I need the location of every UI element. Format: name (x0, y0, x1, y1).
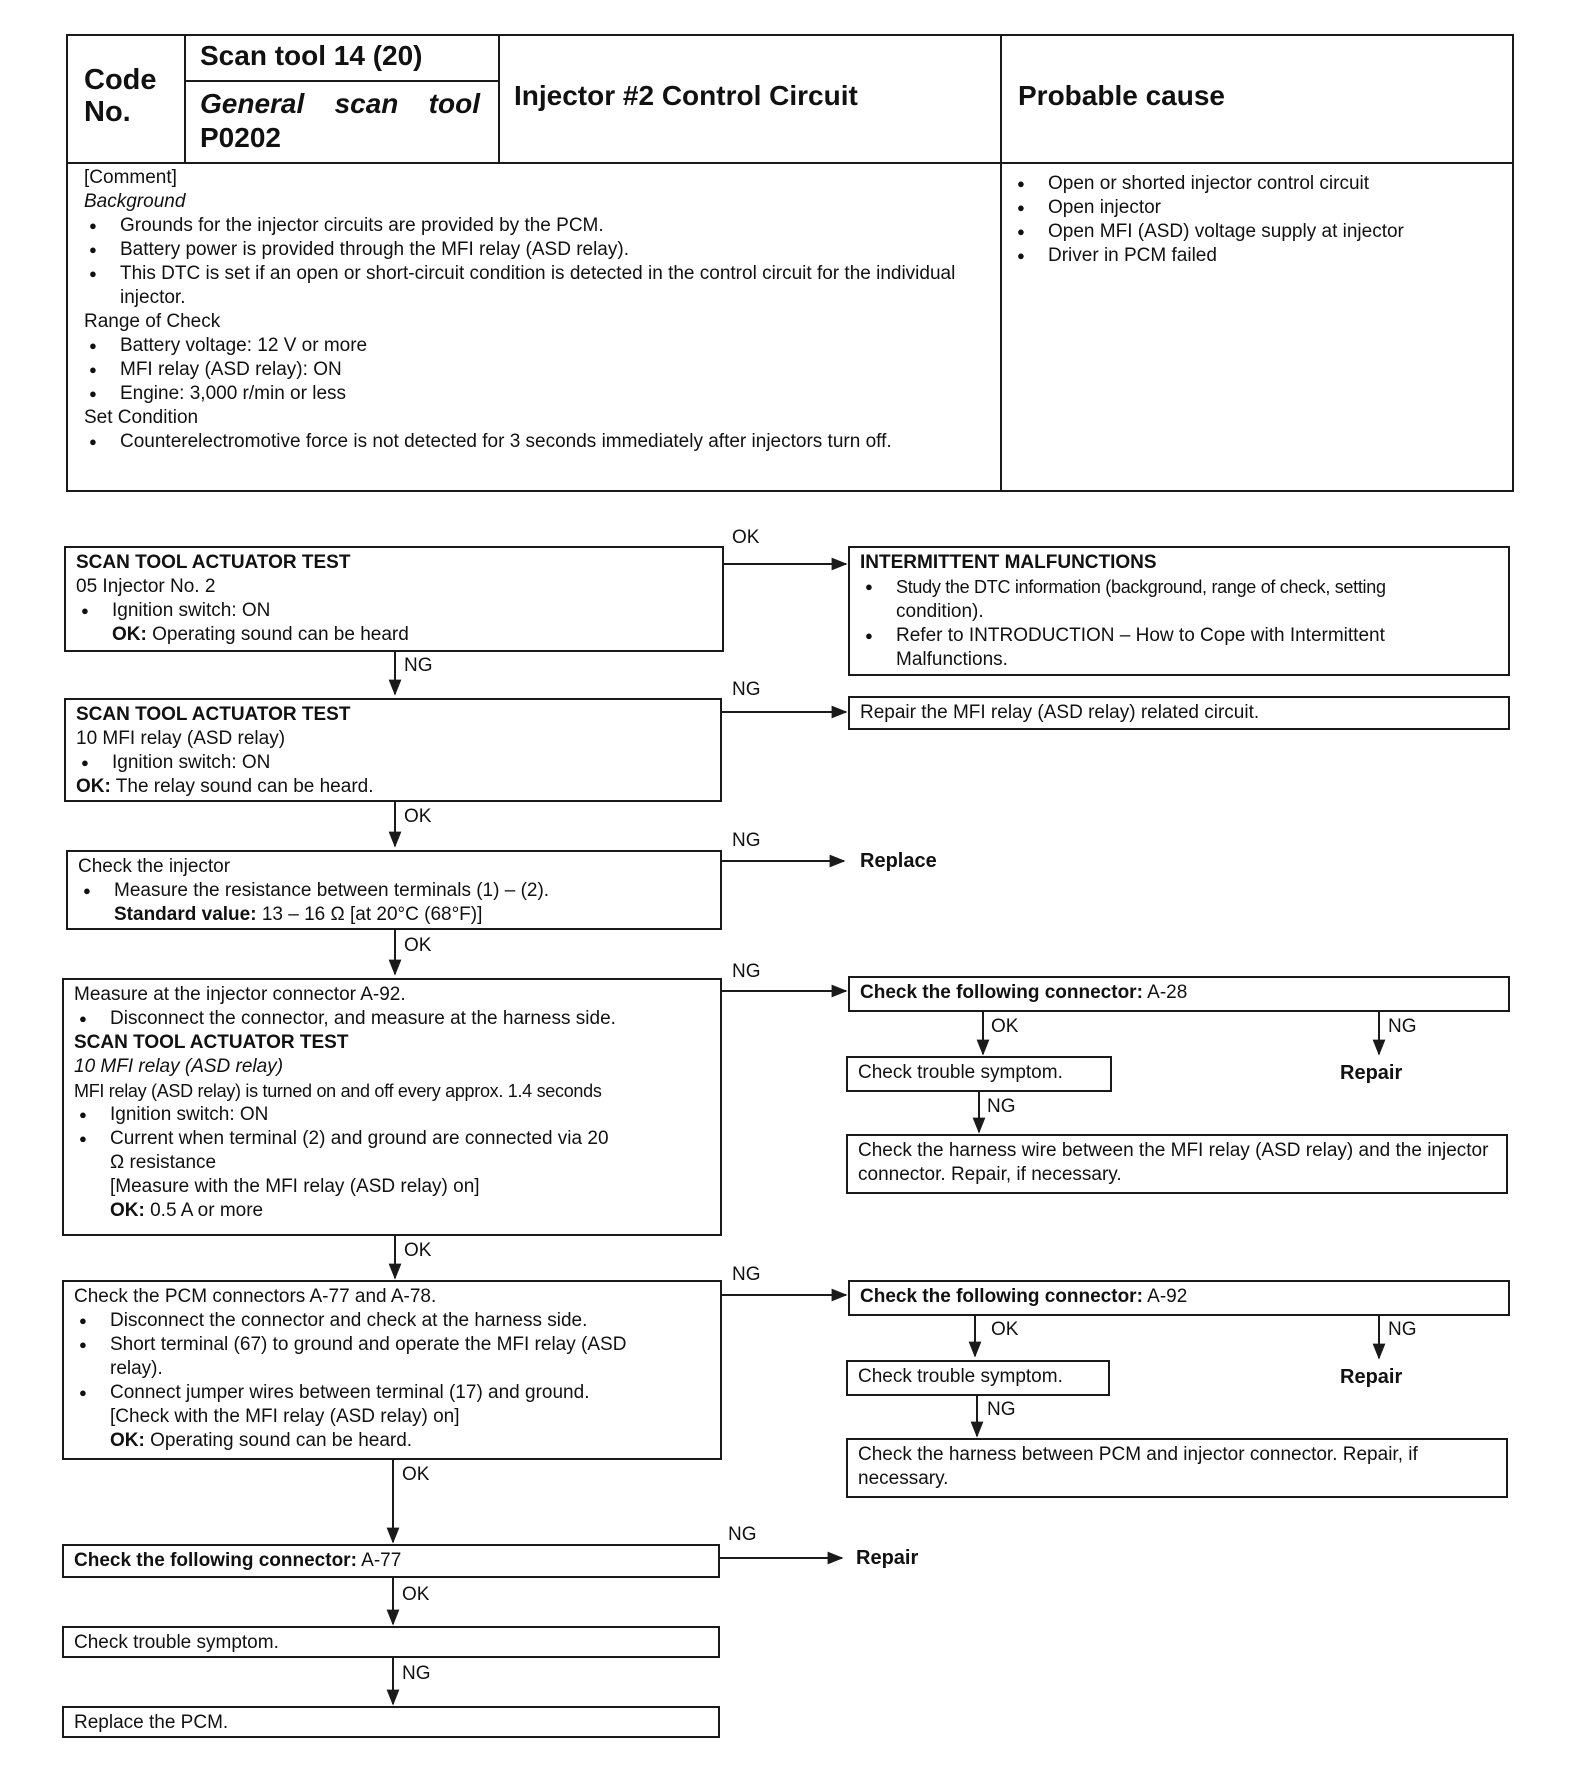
background-item: ● This DTC is set if an open or short-circuit condition is detected in the control circuit for the individual injector. (84, 262, 988, 310)
a92-repair-label: Repair (1340, 1366, 1403, 1388)
repair-mfi-relay-circuit: Repair the MFI relay (ASD relay) related circuit. (848, 696, 1510, 730)
label-s5-ng: NG (732, 1264, 761, 1285)
background-item: ● Grounds for the injector circuits are provided by the PCM. (84, 214, 988, 238)
step-scan-tool-injector: SCAN TOOL ACTUATOR TEST 05 Injector No. 2 ● Ignition switch: ON OK: Operating sound can be heard (64, 546, 724, 652)
a92-check-trouble-symptom: Check trouble symptom. (846, 1360, 1110, 1396)
probable-cause-item: ● Open MFI (ASD) voltage supply at injector (1012, 220, 1506, 244)
check-connector-a92: Check the following connector: A-92 (848, 1280, 1510, 1316)
check-connector-a28: Check the following connector: A-28 (848, 976, 1510, 1012)
label-s7-ng: NG (402, 1663, 431, 1684)
probable-cause-item: ● Driver in PCM failed (1012, 244, 1506, 268)
probable-cause-item: ● Open or shorted injector control circuit (1012, 172, 1506, 196)
label-a28-ng: NG (1388, 1016, 1417, 1037)
range-item: ● Engine: 3,000 r/min or less (84, 382, 988, 406)
set-condition-item: ● Counterelectromotive force is not detected for 3 seconds immediately after injectors turn off. (84, 430, 988, 454)
label-s4-ok: OK (404, 1240, 432, 1261)
label-s6-ng: NG (728, 1524, 757, 1545)
a92-check-harness: Check the harness between PCM and injector connector. Repair, if necessary. (846, 1438, 1508, 1498)
step-check-connector-a77: Check the following connector: A-77 (62, 1544, 720, 1578)
code-no-label: Code No. (84, 64, 157, 128)
scan-tool-code: Scan tool 14 (20) (200, 40, 423, 71)
label-s3-ok: OK (404, 935, 432, 956)
label-a28-ok: OK (991, 1016, 1019, 1037)
label-s2-ng: NG (732, 679, 761, 700)
label-s1-ok: OK (732, 527, 760, 548)
label-s6-ok: OK (402, 1584, 430, 1605)
step-measure-injector-connector: Measure at the injector connector A-92. ● Disconnect the connector, and measure at the harness side. SCAN TOOL ACTUATOR TEST 10 MFI relay (ASD relay) MFI relay (ASD relay) is turned on and off every approx. 1.4 seconds ● Ignition switch: ON ● Current when terminal (2) and ground are connected via 20 Ω resistance [Measure with the MFI relay (ASD relay) on] OK: 0.5 A or more (62, 978, 722, 1236)
label-a28-symptom-ng: NG (987, 1096, 1016, 1117)
step-check-injector: Check the injector ● Measure the resistance between terminals (1) – (2). Standard value: 13 – 16 Ω [at 20°C (68°F)] (66, 850, 722, 930)
general-scan-tool-label: General scan tool (200, 88, 480, 119)
label-s2-ok: OK (404, 806, 432, 827)
range-item: ● MFI relay (ASD relay): ON (84, 358, 988, 382)
probable-cause-item: ● Open injector (1012, 196, 1506, 220)
range-item: ● Battery voltage: 12 V or more (84, 334, 988, 358)
step-replace-pcm: Replace the PCM. (62, 1706, 720, 1738)
label-s1-ng: NG (404, 655, 433, 676)
intermittent-malfunctions-box: INTERMITTENT MALFUNCTIONS ● Study the DTC information (background, range of check, setting condition). ● Refer to INTRODUCTION – How to Cope with Intermittent Malfunctions. (848, 546, 1510, 676)
label-s4-ng: NG (732, 961, 761, 982)
background-item: ● Battery power is provided through the MFI relay (ASD relay). (84, 238, 988, 262)
background-label: Background (84, 191, 186, 212)
label-s5-ok: OK (402, 1464, 430, 1485)
label-a92-ng: NG (1388, 1319, 1417, 1340)
set-condition-label: Set Condition (84, 407, 199, 428)
a28-repair-label: Repair (1340, 1062, 1403, 1084)
a77-repair-label: Repair (856, 1547, 919, 1569)
step-check-pcm-connectors: Check the PCM connectors A-77 and A-78. ● Disconnect the connector and check at the harness side. ● Short terminal (67) to ground and operate the MFI relay (ASD relay). ● Connect jumper wires between terminal (17) and ground. [Check with the MFI relay (ASD relay) on] OK: Operating sound can be heard. (62, 1280, 722, 1460)
comment-label: [Comment] (84, 167, 177, 188)
a28-check-harness-wire: Check the harness wire between the MFI relay (ASD relay) and the injector connector. Repair, if necessary. (846, 1134, 1508, 1194)
label-s3-ng: NG (732, 830, 761, 851)
probable-cause-title: Probable cause (1018, 80, 1225, 111)
range-label: Range of Check (84, 311, 221, 332)
label-a92-symptom-ng: NG (987, 1399, 1016, 1420)
label-a92-ok: OK (991, 1319, 1019, 1340)
replace-injector-label: Replace (860, 850, 937, 872)
dtc-title: Injector #2 Control Circuit (514, 80, 858, 111)
a28-check-trouble-symptom: Check trouble symptom. (846, 1056, 1112, 1092)
step-scan-tool-mfi-relay: SCAN TOOL ACTUATOR TEST 10 MFI relay (ASD relay) ● Ignition switch: ON OK: The relay sound can be heard. (64, 698, 722, 802)
step-check-trouble-symptom: Check trouble symptom. (62, 1626, 720, 1658)
dtc-code: P0202 (200, 122, 281, 153)
